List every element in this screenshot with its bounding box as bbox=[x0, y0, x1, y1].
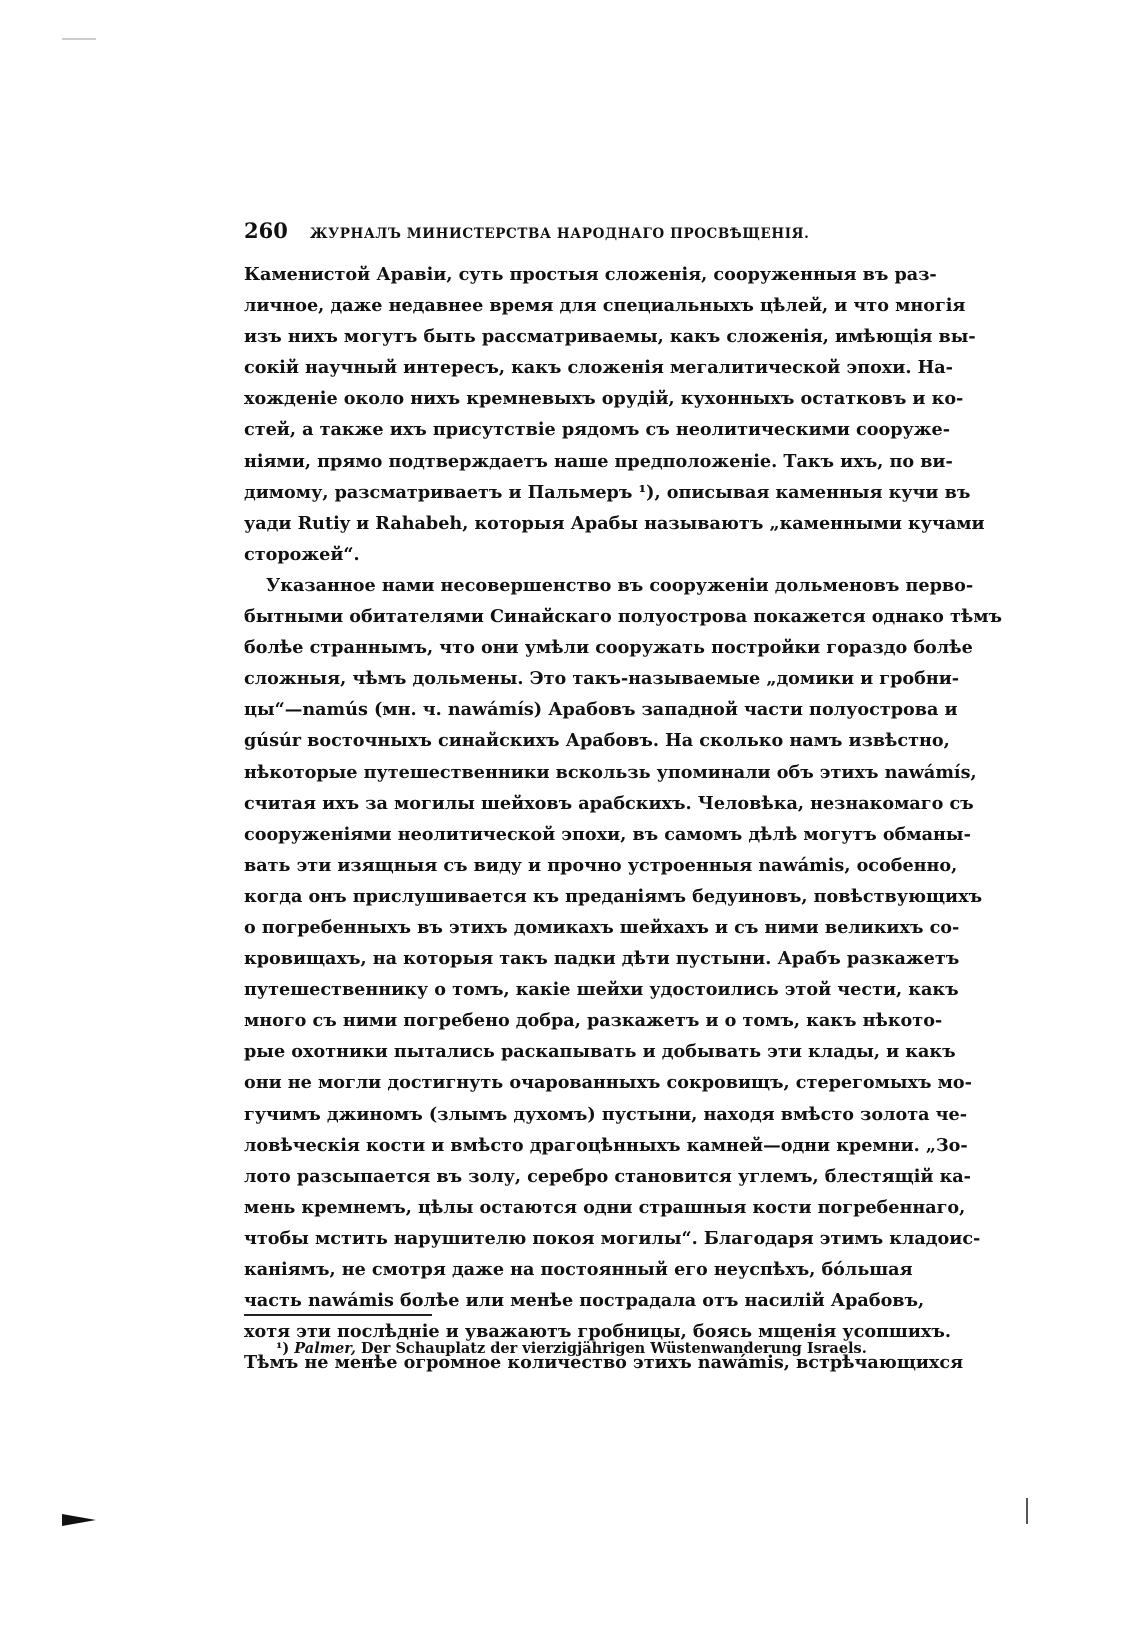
scan-mark-top bbox=[62, 38, 96, 40]
text-line: гучимъ джиномъ (злымъ духомъ) пустыни, находя вмѣсто золота че- bbox=[244, 1103, 968, 1125]
text-line: много съ ними погребено добра, разкажетъ и о томъ, какъ нѣкото- bbox=[244, 1010, 943, 1032]
text-line: нѣкоторые путешественники вскользь упоминали объ этихъ nawámís, bbox=[244, 761, 977, 783]
scan-edge-mark bbox=[1026, 1498, 1028, 1524]
text-line: чтобы мстить нарушителю покоя могилы“. Благодаря этимъ кладоис- bbox=[244, 1227, 981, 1249]
text-line: цы“—namús (мн. ч. nawámís) Арабовъ западной части полуострова и bbox=[244, 699, 958, 721]
text-line: ловѣческія кости и вмѣсто драгоцѣнныхъ камней—одни кремни. „Зо- bbox=[244, 1134, 968, 1156]
text-line: сооруженіями неолитической эпохи, въ самомъ дѣлѣ могутъ обманы- bbox=[244, 823, 971, 845]
paragraph-start-line: Указанное нами несовершенство въ сооруженіи дольменовъ перво- bbox=[266, 574, 974, 596]
text-line: болѣе страннымъ, что они умѣли сооружать постройки гораздо болѣе bbox=[244, 637, 973, 659]
text-line: личное, даже недавнее время для специальныхъ цѣлей, и что многія bbox=[244, 295, 966, 317]
page-number: 260 bbox=[244, 218, 288, 243]
text-line: путешественнику о томъ, какіе шейхи удостоились этой чести, какъ bbox=[244, 979, 959, 1001]
scan-arrow-mark bbox=[62, 1514, 96, 1526]
text-line: бытными обитателями Синайскаго полуострова покажется однако тѣмъ bbox=[244, 606, 1003, 628]
text-line: Каменистой Аравіи, суть простыя сложенія, сооруженныя въ раз- bbox=[244, 264, 937, 285]
text-line: когда онъ прислушивается къ преданіямъ бедуиновъ, повѣствующихъ bbox=[244, 885, 983, 907]
text-line: сокій научный интересъ, какъ сложенія мегалитической эпохи. На- bbox=[244, 357, 953, 379]
text-line: gúsúr восточныхъ синайскихъ Арабовъ. На сколько намъ извѣстно, bbox=[244, 730, 950, 752]
text-line: изъ нихъ могутъ быть рассматриваемы, какъ сложенія, имѣющія вы- bbox=[244, 326, 976, 348]
text-line: каніямъ, не смотря даже на постоянный его неуспѣхъ, бо́льшая bbox=[244, 1259, 913, 1280]
text-line: димому, разсматриваетъ и Пальмеръ ¹), описывая каменныя кучи въ bbox=[244, 481, 971, 503]
text-line: уади Rutiy и Rahabeh, которыя Арабы называютъ „каменными кучами bbox=[244, 512, 985, 534]
text-line: считая ихъ за могилы шейховъ арабскихъ. Человѣка, незнакомаго съ bbox=[244, 792, 974, 814]
text-line: мень кремнемъ, цѣлы остаются одни страшныя кости погребеннаго, bbox=[244, 1196, 966, 1218]
footnote bbox=[276, 1340, 906, 1357]
text-line: хожденіе около нихъ кремневыхъ орудій, кухонныхъ остатковъ и ко- bbox=[244, 388, 964, 410]
text-line: о погребенныхъ въ этихъ домикахъ шейхахъ и съ ними великихъ со- bbox=[244, 916, 960, 938]
body-text bbox=[244, 259, 1003, 1378]
text-line: хотя эти послѣдніе и уважаютъ гробницы, боясь мщенія усопшихъ. bbox=[244, 1321, 951, 1343]
text-line: сторожей“. bbox=[244, 543, 360, 565]
footnote-author: Palmer, bbox=[294, 1340, 356, 1357]
text-line: вать эти изящныя съ виду и прочно устроенныя nawámis, особенно, bbox=[244, 854, 958, 876]
text-line: кровищахъ, на которыя такъ падки дѣти пустыни. Арабъ разкажетъ bbox=[244, 948, 960, 970]
footnote-text: Der Schauplatz der vierzigjährigen Wüstenwanderung Israels. bbox=[360, 1340, 867, 1357]
text-line: ніями, прямо подтверждаетъ наше предположеніе. Такъ ихъ, по ви- bbox=[244, 450, 953, 472]
page-header bbox=[244, 218, 894, 248]
footnote-divider bbox=[244, 1314, 432, 1316]
text-line: часть nawámis болѣе или менѣе пострадала отъ насилій Арабовъ, bbox=[244, 1290, 925, 1312]
text-line: лото разсыпается въ золу, серебро становится углемъ, блестящій ка- bbox=[244, 1165, 971, 1187]
text-line: они не могли достигнуть очарованныхъ сокровищъ, стерегомыхъ мо- bbox=[244, 1072, 972, 1094]
text-line: рые охотники пытались раскапывать и добывать эти клады, и какъ bbox=[244, 1041, 956, 1063]
text-line: сложныя, чѣмъ дольмены. Это такъ-называемые „домики и гробни- bbox=[244, 668, 960, 690]
footnote-marker: ¹) bbox=[276, 1340, 290, 1357]
text-line: стей, а также ихъ присутствіе рядомъ съ неолитическими сооруже- bbox=[244, 419, 951, 441]
running-title: ЖУРНАЛЪ МИНИСТЕРСТВА НАРОДНАГО ПРОСВѢЩЕНІЯ. bbox=[309, 226, 810, 242]
text-line: Тѣмъ не менѣе огромное количество этихъ nawámis, встрѣчающихся bbox=[244, 1352, 964, 1374]
